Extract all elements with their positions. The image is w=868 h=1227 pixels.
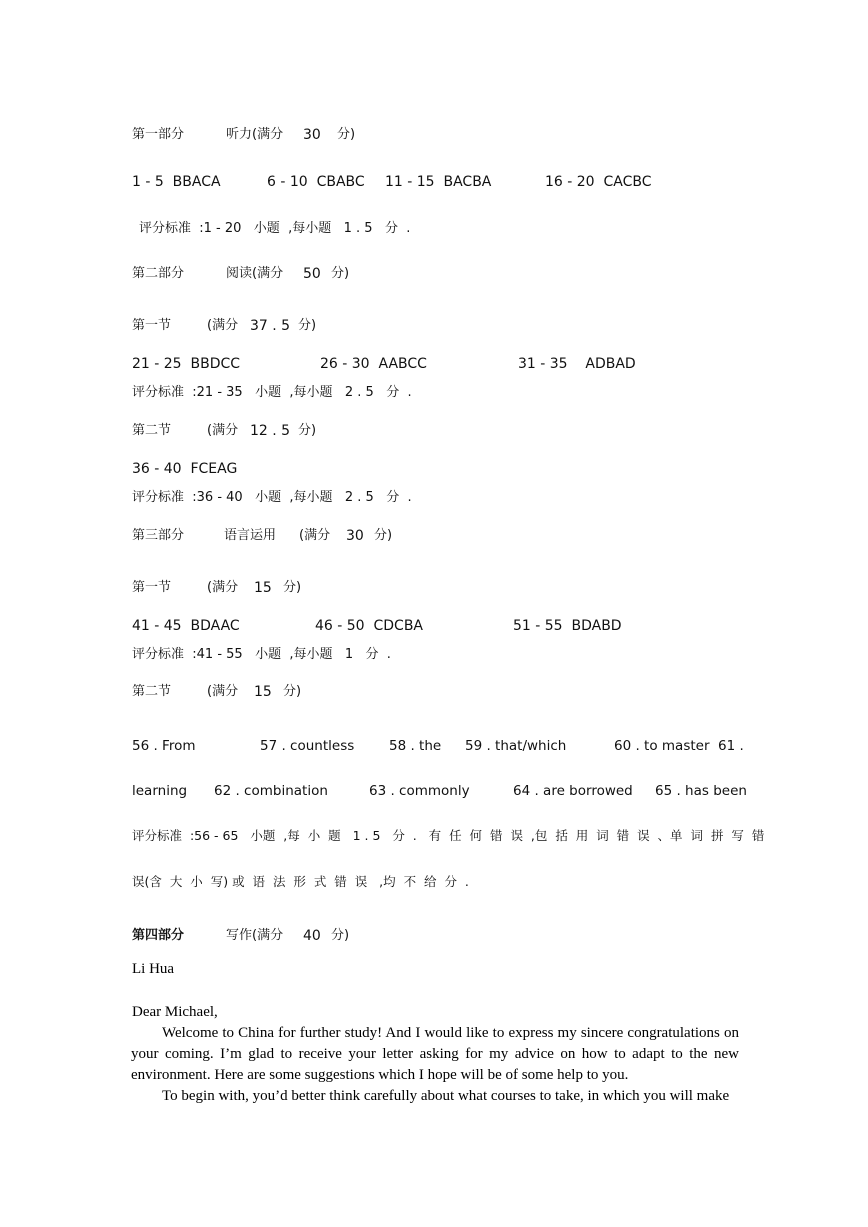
- part2-score: 50: [303, 266, 321, 282]
- part2-label: 第二部分: [132, 266, 185, 281]
- essay-paragraph-2: To begin with, you’d better think carefully about what courses to take, in which you will make: [162, 1088, 730, 1104]
- part1-score: 30: [303, 127, 321, 143]
- part3-label: 第三部分: [132, 528, 185, 543]
- p3s2-criteria-line2: 误(含 大 小 写) 或 语 法 形 式 错 误 ,均 不 给 分 .: [132, 874, 469, 889]
- part4-label: 第四部分: [132, 928, 185, 943]
- part1-label: 第一部分: [132, 127, 185, 142]
- p3s1-label: 第一节: [132, 580, 172, 595]
- part2-unit: 分): [331, 266, 350, 281]
- part1-unit: 分): [337, 127, 356, 142]
- part1-criteria: 评分标准 :1 - 20 小题 ,每小题 1 . 5 分 .: [139, 221, 411, 236]
- part4-title: 写作(满分: [226, 928, 284, 943]
- answer-group: 6 - 10 CBABC: [267, 174, 365, 190]
- p3s2-unit: 分): [283, 684, 302, 699]
- fill-answer: 56 . From: [132, 738, 196, 754]
- part1-title: 听力(满分: [226, 127, 284, 142]
- fill-answer: 61 .: [718, 738, 744, 754]
- part3-score: 30: [346, 528, 364, 544]
- fill-answer: 58 . the: [389, 738, 442, 754]
- p2s2-unit: 分): [298, 423, 317, 438]
- fill-answer: 62 . combination: [214, 783, 328, 799]
- answer-group: 31 - 35 ADBAD: [518, 356, 636, 372]
- p2s2-answers: 36 - 40 FCEAG: [132, 461, 238, 477]
- answer-group: 26 - 30 AABCC: [320, 356, 427, 372]
- essay-name: Li Hua: [132, 961, 175, 977]
- fill-answer: 63 . commonly: [369, 783, 470, 799]
- fill-answer: 57 . countless: [260, 738, 355, 754]
- answer-group: 11 - 15 BACBA: [385, 174, 492, 190]
- p3s1-unit: 分): [283, 580, 302, 595]
- answer-group: 1 - 5 BBACA: [132, 174, 221, 190]
- fill-answer: 59 . that/which: [465, 738, 567, 754]
- part2-title: 阅读(满分: [226, 266, 284, 281]
- p3s2-criteria-line1: 评分标准 :56 - 65 小题 ,每 小 题 1 . 5 分 . 有 任 何 错 误 ,包 括 用 词 错 误 、单 词 拼 写 错: [132, 828, 765, 843]
- answer-group: 46 - 50 CDCBA: [315, 618, 423, 634]
- p2s1-title: (满分: [207, 318, 239, 333]
- part3-unit: 分): [374, 528, 393, 543]
- p2s1-criteria: 评分标准 :21 - 35 小题 ,每小题 2 . 5 分 .: [132, 385, 412, 400]
- fill-answer: learning: [132, 783, 188, 799]
- p3s2-title: (满分: [207, 684, 239, 699]
- p3s2-score: 15: [254, 684, 272, 700]
- answer-group: 21 - 25 BBDCC: [132, 356, 241, 372]
- p3s1-criteria: 评分标准 :41 - 55 小题 ,每小题 1 分 .: [132, 647, 391, 662]
- part4-score: 40: [303, 928, 321, 944]
- answer-group: 41 - 45 BDAAC: [132, 618, 240, 634]
- answer-group: 16 - 20 CACBC: [545, 174, 652, 190]
- essay-greeting: Dear Michael,: [132, 1004, 218, 1020]
- p3s2-label: 第二节: [132, 684, 172, 699]
- p2s1-label: 第一节: [132, 318, 172, 333]
- essay-paragraph-1: Welcome to China for further study! And I would like to express my sincere congratulations on your coming. I’m glad to receive your letter asking for my advice on how to adapt to the new environment. Here are some suggestions which I hope will be of some help to you.: [131, 1025, 739, 1083]
- p3s1-title: (满分: [207, 580, 239, 595]
- part4-unit: 分): [331, 928, 350, 943]
- fill-answer: 64 . are borrowed: [513, 783, 633, 799]
- p2s2-criteria: 评分标准 :36 - 40 小题 ,每小题 2 . 5 分 .: [132, 490, 412, 505]
- p2s2-title: (满分: [207, 423, 239, 438]
- part3-title: 语言运用: [224, 528, 277, 543]
- fill-answer: 60 . to master: [614, 738, 710, 754]
- fill-answer: 65 . has been: [655, 783, 747, 799]
- p2s2-score: 12 . 5: [250, 423, 291, 439]
- p3s1-score: 15: [254, 580, 272, 596]
- p2s1-unit: 分): [298, 318, 317, 333]
- answer-group: 51 - 55 BDABD: [513, 618, 622, 634]
- p2s2-label: 第二节: [132, 423, 172, 438]
- p2s1-score: 37 . 5: [250, 318, 291, 334]
- part3-open: (满分: [299, 528, 331, 543]
